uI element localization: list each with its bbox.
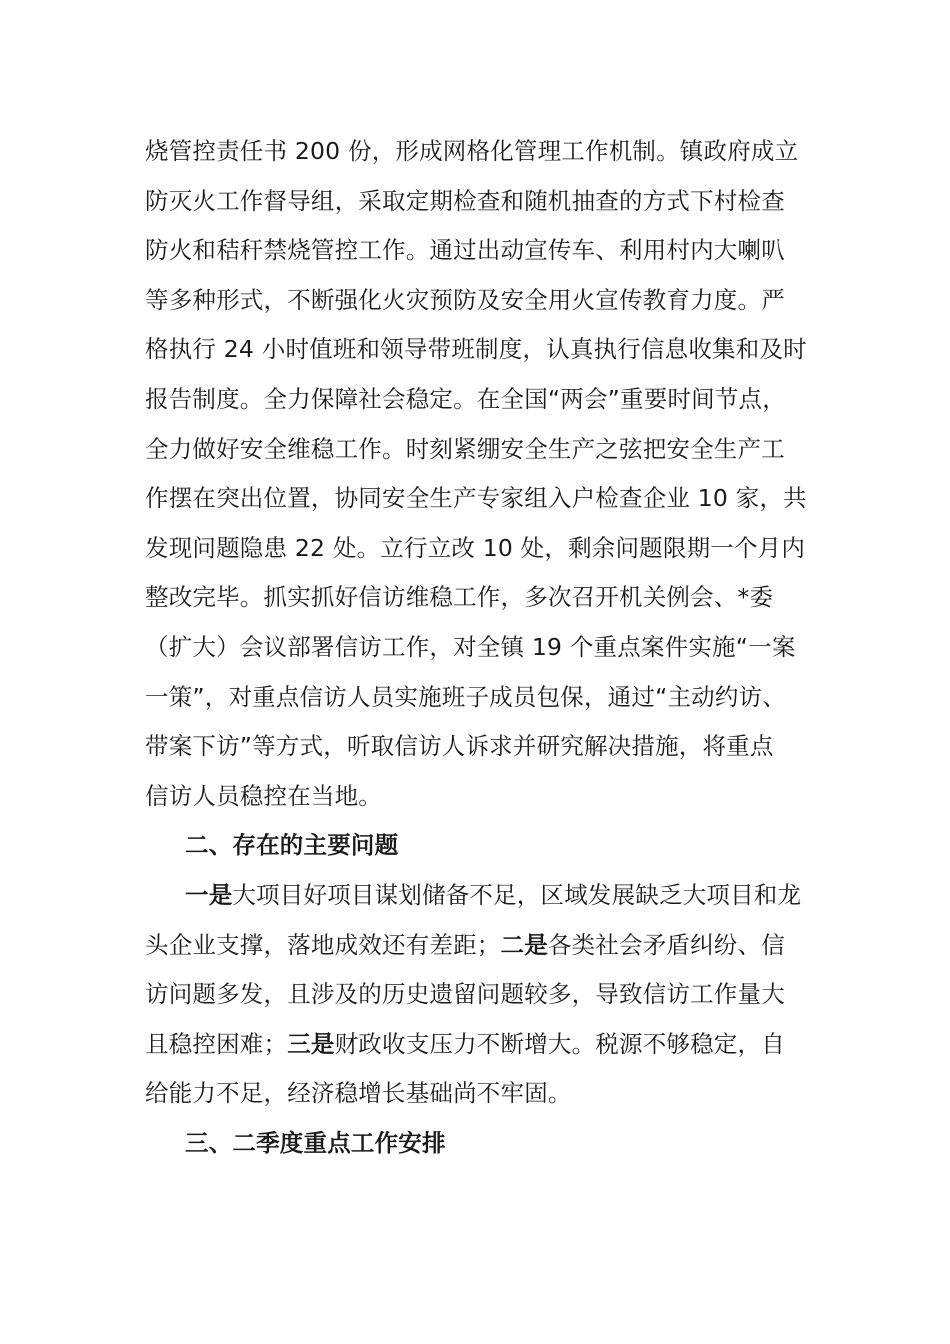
text-line: 全力做好安全维稳工作。时刻紧绷安全生产之弦把安全生产工 <box>145 434 785 463</box>
text-line <box>145 871 810 921</box>
paragraph-main-problems <box>145 871 810 1119</box>
paragraph-fire-safety-stability <box>145 127 810 821</box>
text-run: 给能力不足，经济稳增长基础尚不牢固。 <box>145 1079 572 1108</box>
text-line: 烧管控责任书 200 份，形成网格化管理工作机制。镇政府成立 <box>145 137 799 165</box>
text-run: 且稳控困难； <box>145 1029 288 1058</box>
text-line <box>145 1020 810 1070</box>
text-run: 大项目好项目谋划储备不足，区域发展缺乏大项目和龙 <box>232 880 802 909</box>
text-line: 防火和秸秆禁烧管控工作。通过出动宣传车、利用村内大喇叭 <box>145 236 785 265</box>
text-run: 访问题多发，且涉及的历史遗留问题较多，导致信访工作量大 <box>145 980 785 1009</box>
text-run: 头企业支撑，落地成效还有差距； <box>145 930 501 959</box>
section-heading-main-problems: 二、存在的主要问题 <box>185 831 399 860</box>
text-line: 带案下访”等方式，听取信访人诉求并研究解决措施，将重点 <box>145 732 774 761</box>
text-line: 格执行 24 小时值班和领导带班制度，认真执行信息收集和及时 <box>145 335 807 364</box>
bold-marker: 一是 <box>185 880 233 909</box>
text-line <box>145 1069 810 1119</box>
text-line: 作摆在突出位置，协同安全生产专家组入户检查企业 10 家，共 <box>145 484 807 513</box>
text-line: 报告制度。全力保障社会稳定。在全国“两会”重要时间节点， <box>145 384 786 413</box>
text-line: （扩大）会议部署信访工作，对全镇 19 个重点案件实施“一案 <box>145 632 796 661</box>
text-line: 整改完毕。抓实抓好信访维稳工作，多次召开机关例会、*委 <box>145 583 774 612</box>
text-line <box>145 970 810 1020</box>
text-line: 一策”，对重点信访人员实施班子成员包保，通过“主动约访、 <box>145 682 786 711</box>
text-line: 发现问题隐患 22 处。立行立改 10 处，剩余问题限期一个月内 <box>145 533 806 562</box>
document-body <box>145 127 810 1168</box>
text-line <box>145 921 810 971</box>
text-line: 信访人员稳控在当地。 <box>145 781 382 810</box>
text-run: 财政收支压力不断增大。税源不够稳定，自 <box>334 1029 785 1058</box>
section-heading-q2-plan: 三、二季度重点工作安排 <box>185 1128 446 1157</box>
text-run: 各类社会矛盾纠纷、信 <box>547 930 785 959</box>
bold-marker: 三是 <box>287 1029 335 1058</box>
text-line: 等多种形式，不断强化火灾预防及安全用火宣传教育力度。严 <box>145 285 785 314</box>
bold-marker: 二是 <box>500 930 548 959</box>
text-line: 防灭火工作督导组，采取定期检查和随机抽查的方式下村检查 <box>145 186 785 215</box>
